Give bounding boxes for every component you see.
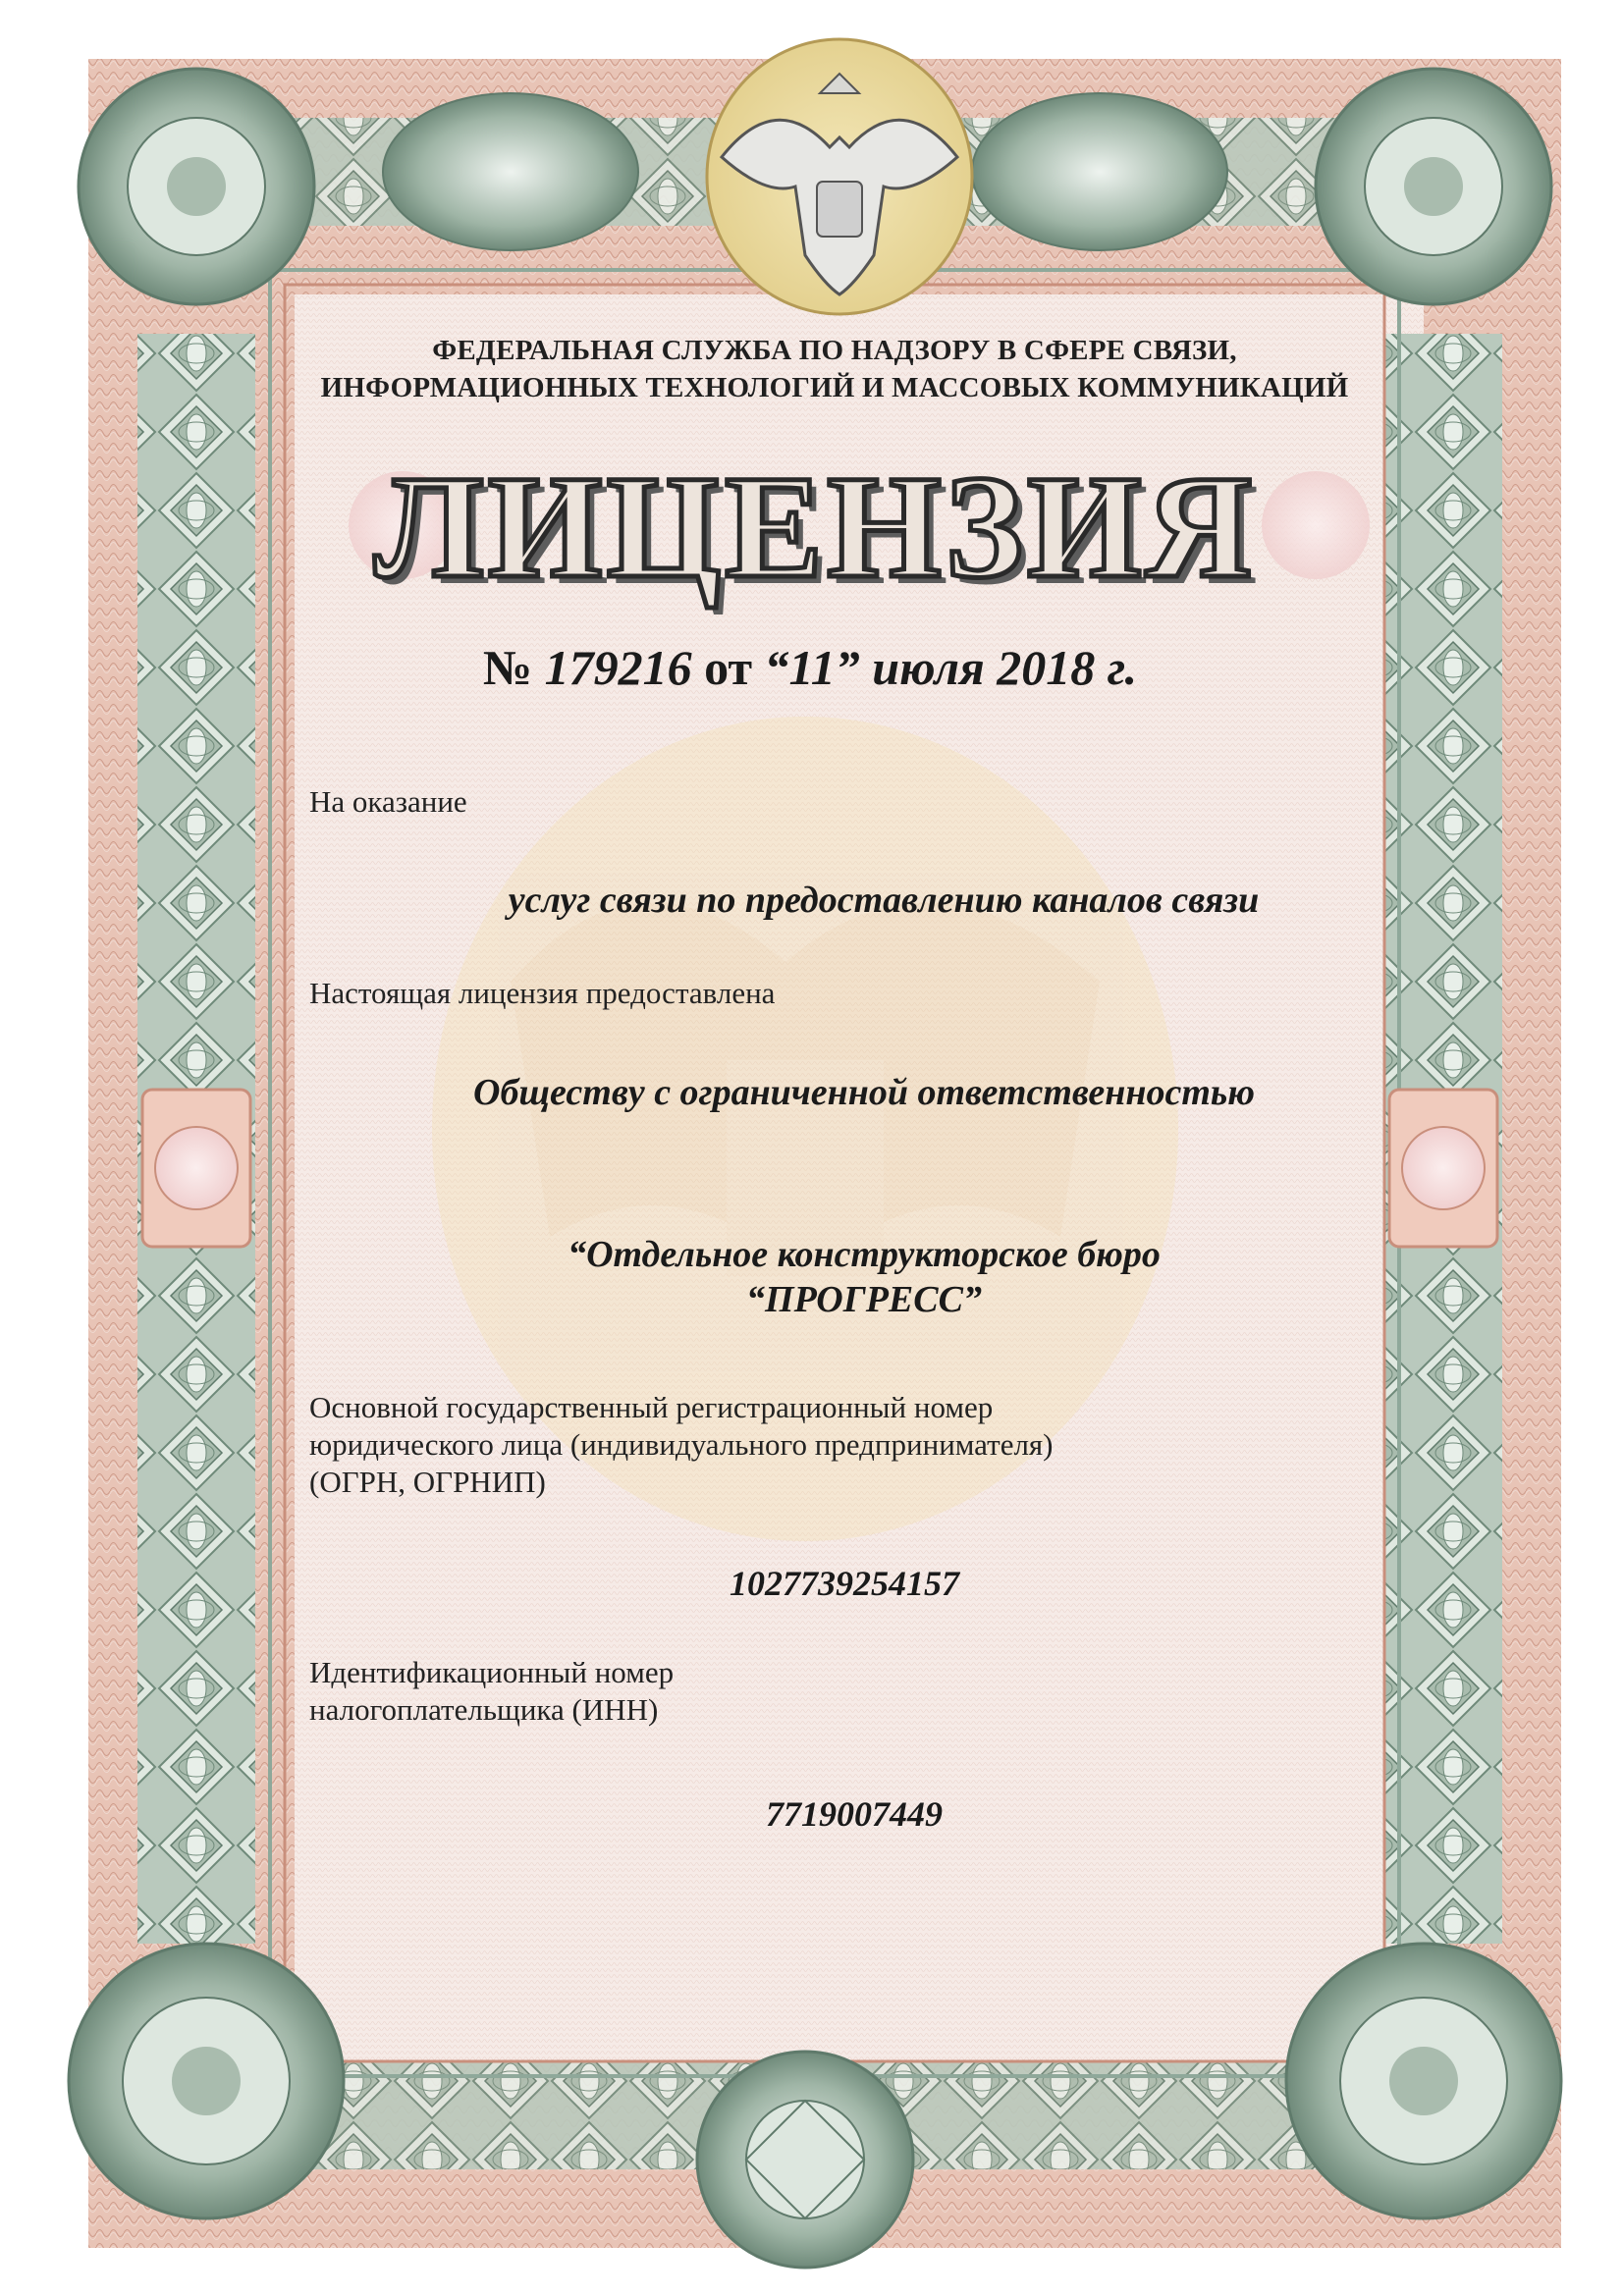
service-label: На оказание: [309, 784, 467, 819]
inn-value: 7719007449: [766, 1794, 943, 1834]
company-name-line-2: “ПРОГРЕСС”: [746, 1279, 982, 1320]
date-day: “11”: [764, 640, 860, 695]
date-year: 2018: [997, 640, 1096, 695]
granted-label: Настоящая лицензия предоставлена: [309, 976, 776, 1010]
granted-value: Обществу с ограниченной ответственностью: [473, 1072, 1255, 1113]
ogrn-value: 1027739254157: [730, 1564, 959, 1603]
service-value: услуг связи по предоставлению каналов связи: [508, 880, 1260, 921]
license-number-line: [295, 638, 1325, 697]
license-number: 179216: [544, 640, 692, 695]
date-suffix: г.: [1107, 640, 1138, 695]
date-month: июля: [872, 640, 985, 695]
company-name-line-1: “Отдельное конструкторское бюро: [568, 1234, 1161, 1275]
ogrn-label: [309, 1389, 1054, 1501]
ogrn-label-line-3: (ОГРН, ОГРНИП): [309, 1465, 546, 1499]
number-sign: №: [482, 640, 533, 695]
inn-label-line-1: Идентификационный номер: [309, 1655, 675, 1689]
ogrn-label-line-1: Основной государственный регистрационный номер: [309, 1390, 994, 1424]
agency-line-1: ФЕДЕРАЛЬНАЯ СЛУЖБА ПО НАДЗОРУ В СФЕРЕ СВЯЗИ,: [432, 335, 1237, 366]
agency-line-2: ИНФОРМАЦИОННЫХ ТЕХНОЛОГИЙ И МАССОВЫХ КОММУНИКАЦИЙ: [320, 372, 1349, 403]
inn-label-line-2: налогоплательщика (ИНН): [309, 1692, 659, 1727]
date-from: от: [704, 640, 753, 695]
license-title: ЛИЦЕНЗИЯ: [373, 446, 1256, 609]
company-name: [373, 1232, 1355, 1322]
issuing-agency: [245, 332, 1424, 406]
inn-label: [309, 1654, 674, 1729]
ogrn-label-line-2: юридического лица (индивидуального предпринимателя): [309, 1427, 1054, 1462]
